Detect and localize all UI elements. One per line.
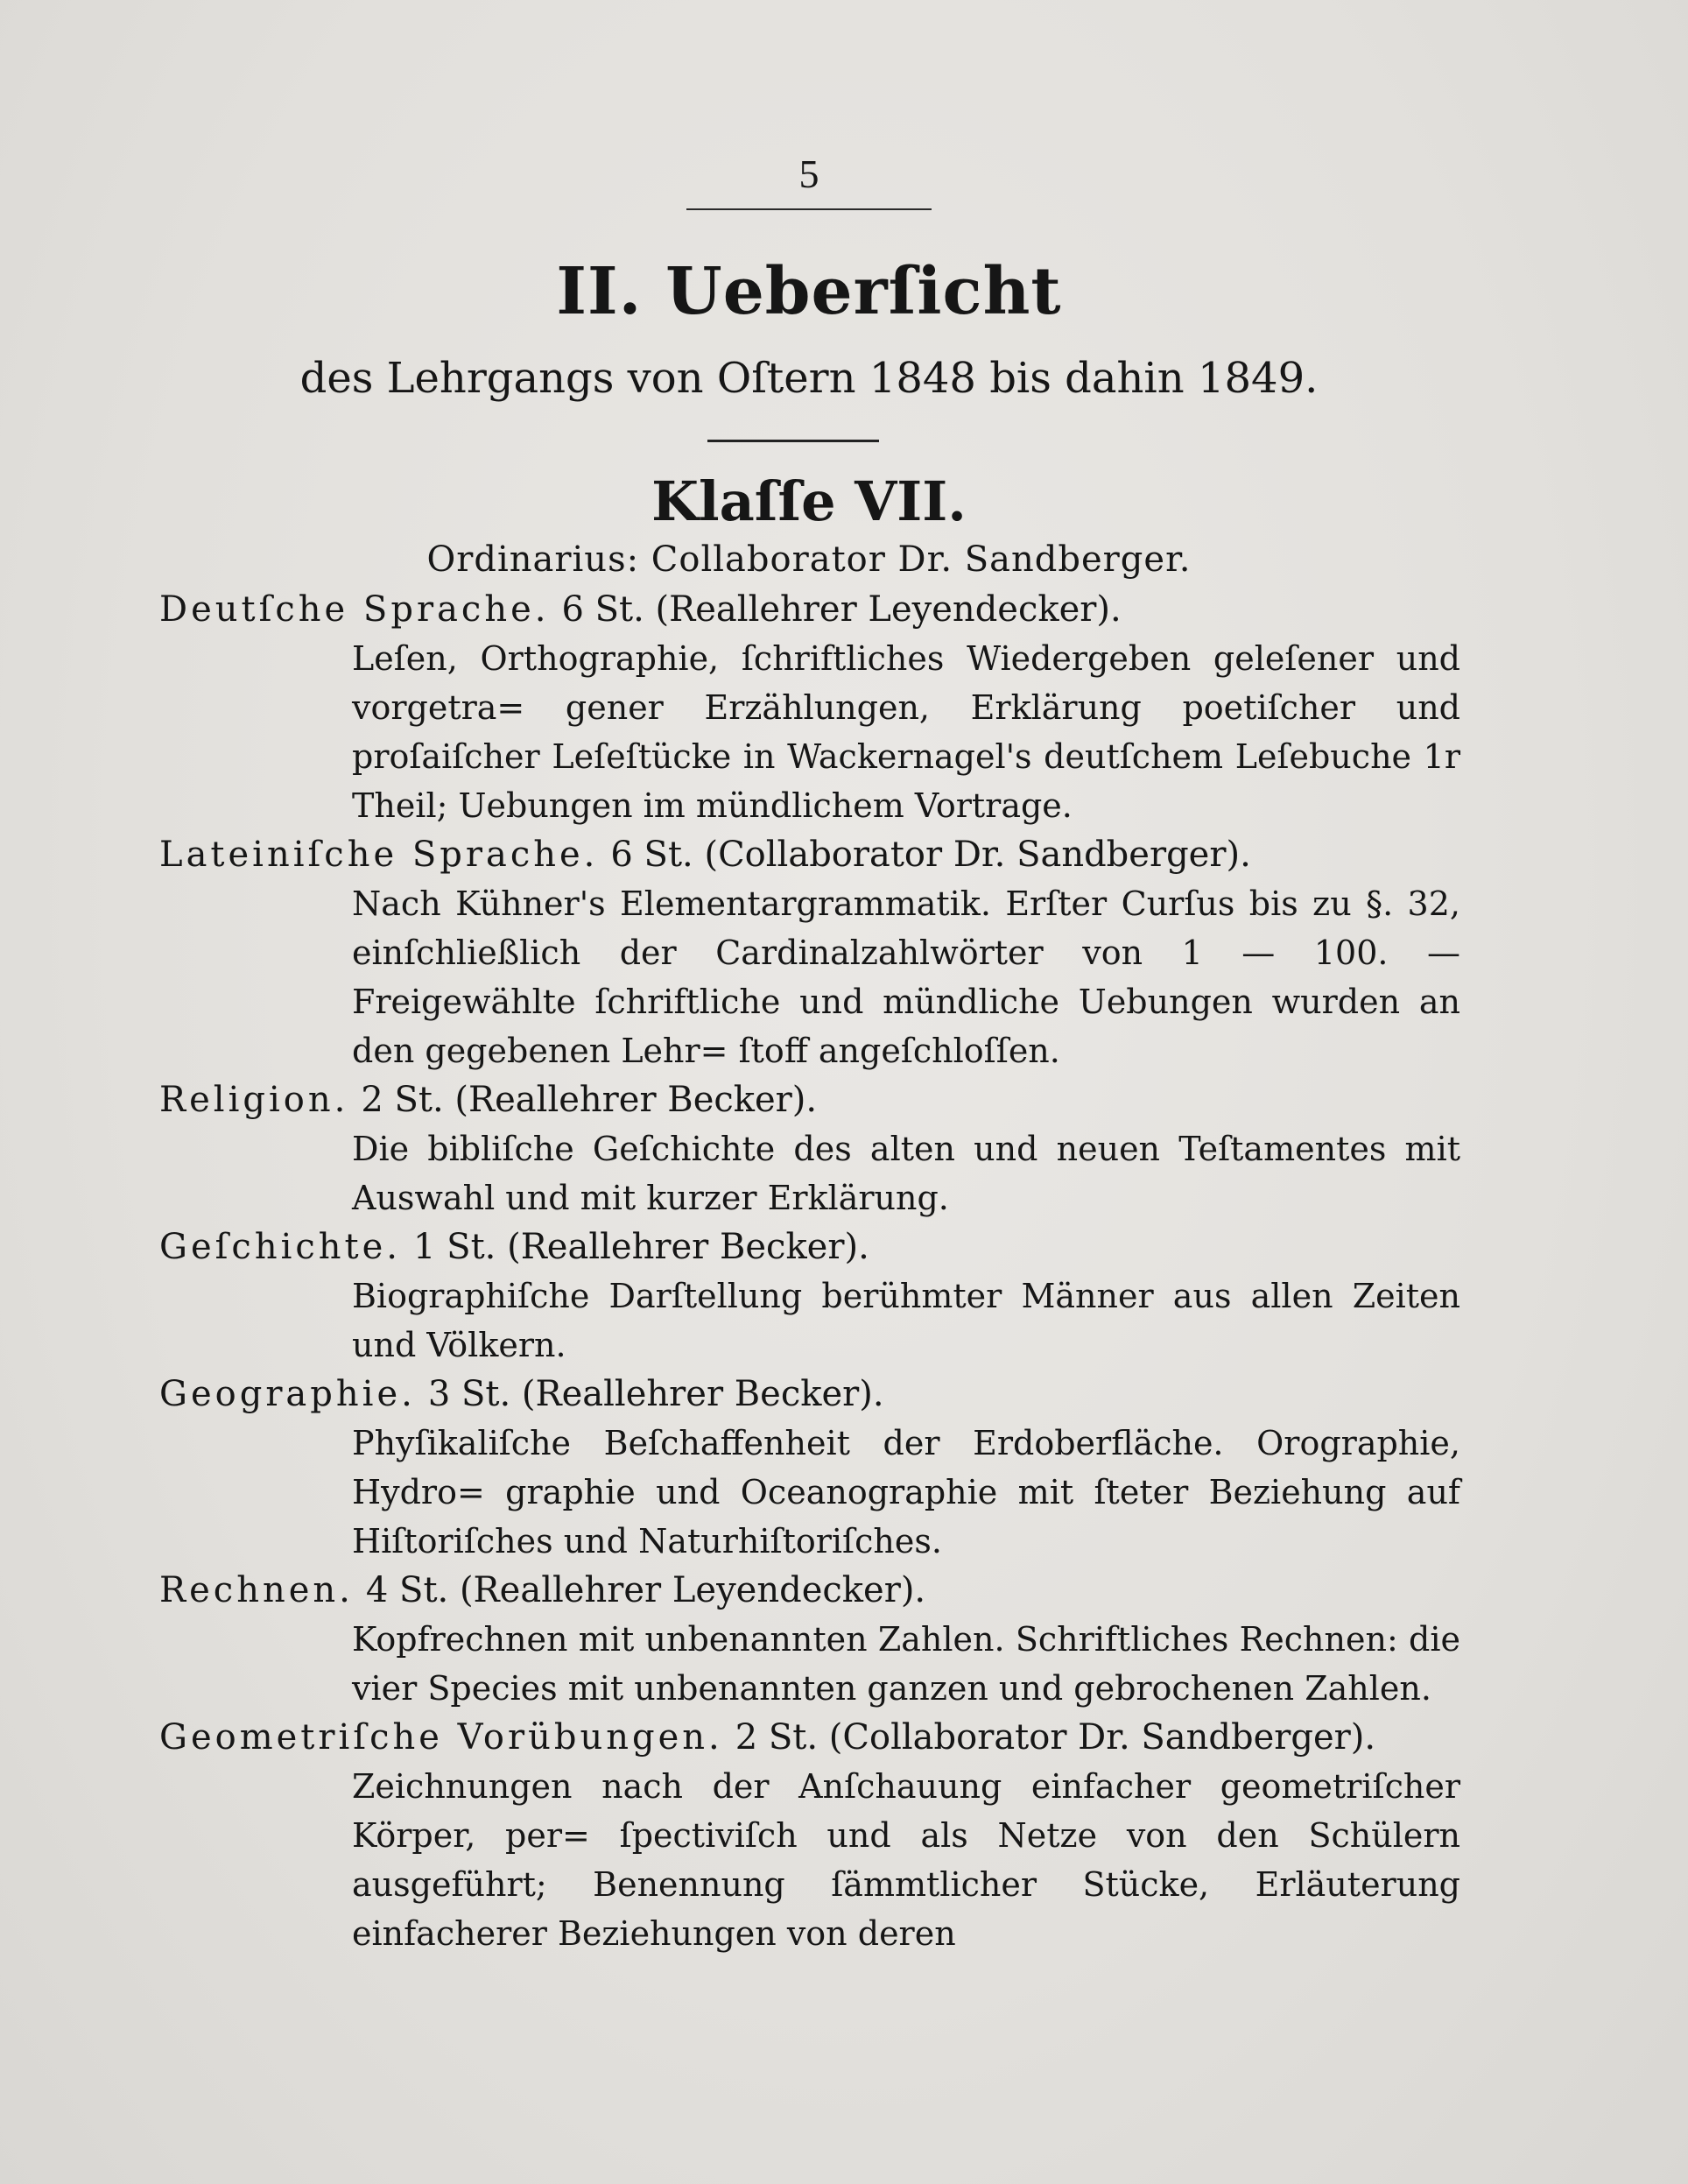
subject-description: Phyſikaliſche Beſchaffenheit der Erdoberfläche. Orographie, Hydro= graphie und Oceanographie mit ſteter Beziehung auf Hiſtoriſches und Naturhiſtoriſches. <box>352 1424 1460 1561</box>
subject-hours-teacher: 2 St. (Collaborator Dr. Sandberger). <box>735 1717 1376 1758</box>
subject-heading <box>159 1075 1460 1124</box>
subject-heading <box>159 1222 1460 1272</box>
subject-hours-teacher: 2 St. (Reallehrer Becker). <box>361 1080 818 1120</box>
subject-name: Geographie. <box>159 1374 416 1414</box>
subject-deutsche-sprache <box>159 585 1460 830</box>
subject-name: Lateiniſche Sprache. <box>159 835 599 875</box>
subject-hours-teacher: 6 St. (Reallehrer Leyendecker). <box>561 589 1122 630</box>
main-title: II. Ueberſicht <box>556 254 1062 329</box>
subject-name: Deutſche Sprache. <box>159 589 550 630</box>
subject-religion <box>159 1075 1460 1222</box>
subject-geographie <box>159 1370 1460 1566</box>
subtitle: des Lehrgangs von Oſtern 1848 bis dahin 1849. <box>299 354 1319 403</box>
subject-list <box>159 585 1460 1958</box>
subject-description: Leſen, Orthographie, ſchriftliches Wiedergeben geleſener und vorgetra= gener Erzählungen, Erklärung poetiſcher und proſaiſcher Leſeſtücke in Wackernagel's deutſchem Leſebuche 1r Theil; Uebungen im mündlichem Vortrage. <box>352 639 1460 825</box>
page-number-rule <box>686 208 932 210</box>
title-rule <box>707 440 879 442</box>
subject-description: Kopfrechnen mit unbenannten Zahlen. Schriftliches Rechnen: die vier Species mit unbenannten ganzen und gebrochenen Zahlen. <box>352 1620 1460 1708</box>
subject-hours-teacher: 6 St. (Collaborator Dr. Sandberger). <box>610 835 1251 875</box>
subject-geometrische-voruebungen <box>159 1713 1460 1958</box>
subject-heading <box>159 1566 1460 1615</box>
subject-hours-teacher: 4 St. (Reallehrer Leyendecker). <box>365 1570 926 1610</box>
subject-geschichte <box>159 1222 1460 1370</box>
subject-heading <box>159 830 1460 879</box>
subject-name: Geometriſche Vorübungen. <box>159 1717 723 1758</box>
subject-heading <box>159 1713 1460 1762</box>
subject-description: Zeichnungen nach der Anſchauung einfacher geometriſcher Körper, per= ſpectiviſch und als Netze von den Schülern ausgeführt; Benennung ſämmtlicher Stücke, Erläuterung einfacherer Beziehungen von deren <box>352 1767 1460 1953</box>
page-number: 5 <box>798 151 819 196</box>
ordinarius-line: Ordinarius: Collaborator Dr. Sandberger. <box>426 539 1192 580</box>
subject-name: Geſchichte. <box>159 1227 402 1267</box>
subject-description: Die bibliſche Geſchichte des alten und neuen Teſtamentes mit Auswahl und mit kurzer Erklärung. <box>352 1130 1460 1217</box>
class-title: Klaſſe VII. <box>651 469 967 533</box>
subject-description: Nach Kühner's Elementargrammatik. Erſter Curſus bis zu §. 32, einſchließlich der Cardinalzahlwörter von 1 — 100. — Freigewählte ſchriftliche und mündliche Uebungen wurden an den gegebenen Lehr= ſtoff angeſchloſſen. <box>352 884 1460 1070</box>
subject-heading <box>159 585 1460 634</box>
subject-lateinische-sprache <box>159 830 1460 1075</box>
subject-hours-teacher: 1 St. (Reallehrer Becker). <box>413 1227 869 1267</box>
subject-name: Religion. <box>159 1080 349 1120</box>
subject-rechnen <box>159 1566 1460 1713</box>
subject-name: Rechnen. <box>159 1570 354 1610</box>
subject-heading <box>159 1370 1460 1419</box>
subject-hours-teacher: 3 St. (Reallehrer Becker). <box>427 1374 884 1414</box>
subject-description: Biographiſche Darſtellung berühmter Männer aus allen Zeiten und Völkern. <box>352 1277 1460 1364</box>
